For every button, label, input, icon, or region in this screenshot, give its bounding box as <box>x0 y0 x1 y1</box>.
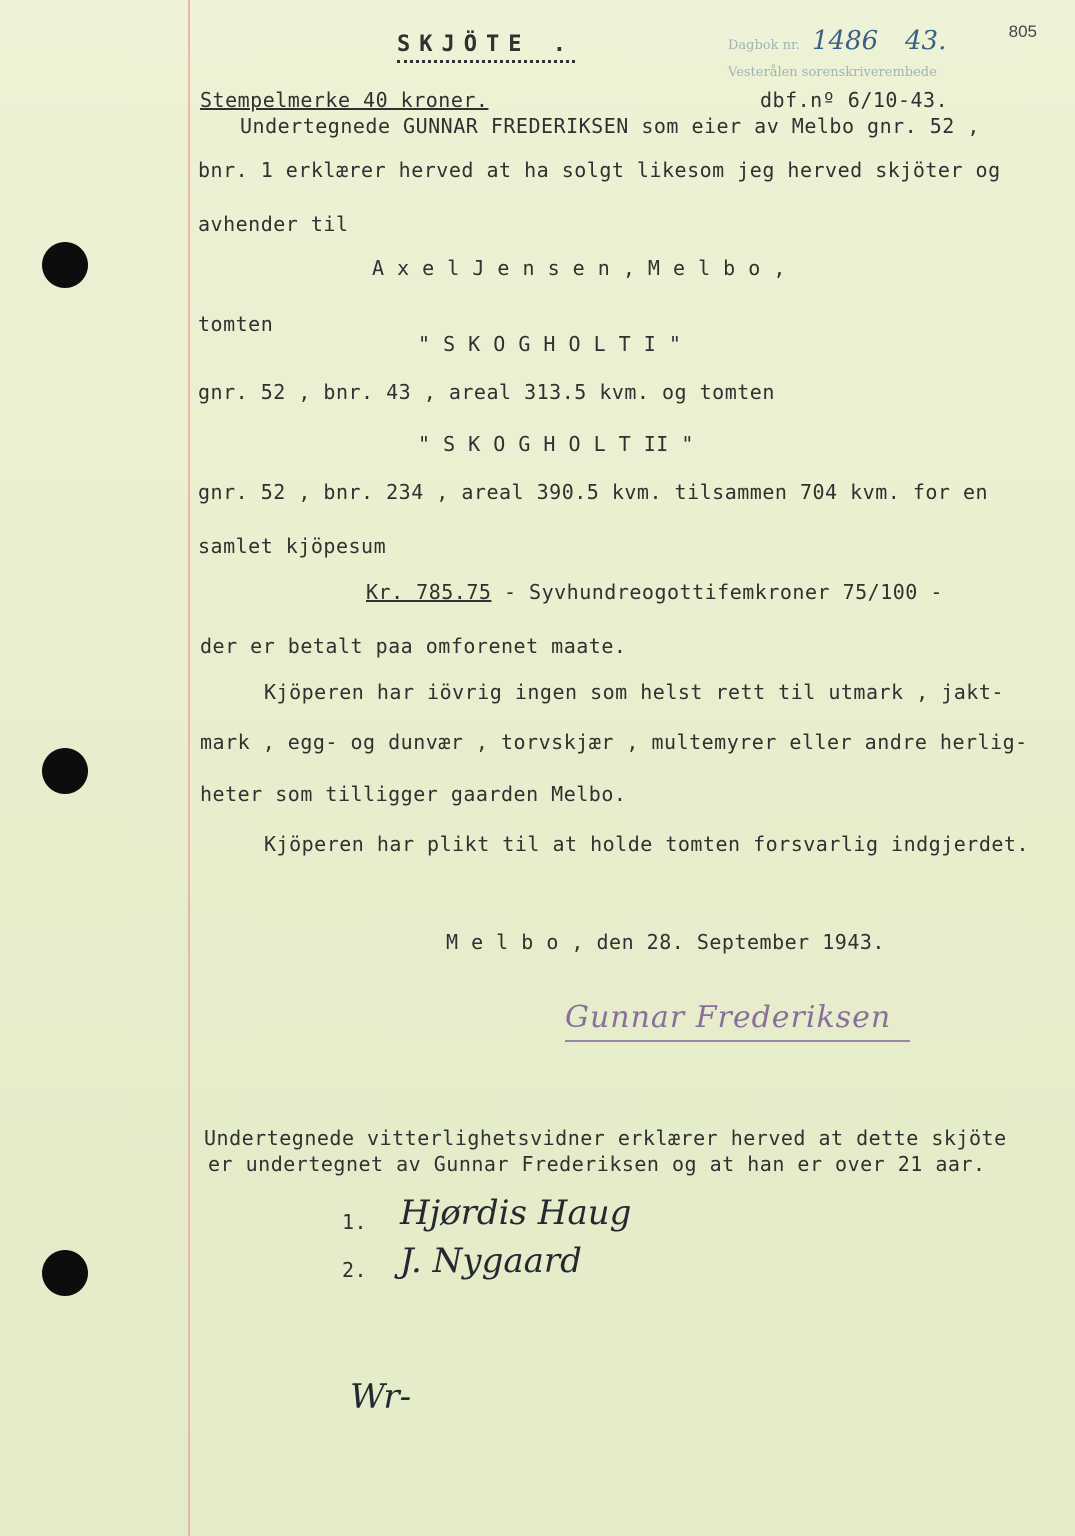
lot-name-2: " S K O G H O L T II " <box>418 432 694 456</box>
body-line-2: bnr. 1 erklærer herved at ha solgt likesom jeg herved skjöter og <box>198 158 1001 182</box>
document-title: SKJÖTE . <box>397 34 575 63</box>
witness-number-1: 1. <box>342 1210 368 1234</box>
purchase-price-amount: Kr. 785.75 <box>366 580 492 604</box>
body-line-16: Kjöperen har plikt til at holde tomten forsvarlig indgjerdet. <box>264 832 1030 856</box>
office-stamp: Vesterålen sorenskriverembede <box>728 65 937 80</box>
dagbok-stamp-label: Dagbok nr. <box>728 38 800 53</box>
stamp-duty: Stempelmerke 40 kroner. <box>200 88 489 112</box>
registrar-initials: Wr- <box>350 1377 412 1417</box>
dagbok-year: 43. <box>905 26 947 56</box>
body-line-9: gnr. 52 , bnr. 234 , areal 390.5 kvm. tilsammen 704 kvm. for en <box>198 480 989 504</box>
binder-hole-top <box>42 242 88 288</box>
dbf-reference: dbf.nº 6/10-43. <box>760 88 949 112</box>
binder-hole-middle <box>42 748 88 794</box>
body-line-15: heter som tilligger gaarden Melbo. <box>200 782 627 806</box>
witness-signature-2: J. Nygaard <box>400 1241 582 1281</box>
witness-line-1: Undertegnede vitterlighetsvidner erklærer herved at dette skjöte <box>204 1126 1007 1150</box>
body-line-14: mark , egg- og dunvær , torvskjær , multemyrer eller andre herlig- <box>200 730 1028 754</box>
lot-name-1: " S K O G H O L T I " <box>418 332 682 356</box>
body-line-13: Kjöperen har iövrig ingen som helst rett til utmark , jakt- <box>264 680 1004 704</box>
body-line-3: avhender til <box>198 212 349 236</box>
body-line-5: tomten <box>198 312 274 336</box>
purchase-price-line <box>366 582 943 602</box>
witness-number-2: 2. <box>342 1258 368 1282</box>
dagbok-number: 1486 <box>812 26 879 56</box>
signature-underline <box>565 1040 910 1042</box>
binder-hole-bottom <box>42 1250 88 1296</box>
seller-signature: Gunnar Frederiksen <box>565 1000 892 1035</box>
witness-signature-1: Hjørdis Haug <box>400 1193 632 1233</box>
body-line-1: Undertegnede GUNNAR FREDERIKSEN som eier av Melbo gnr. 52 , <box>240 114 980 138</box>
body-line-10: samlet kjöpesum <box>198 534 387 558</box>
body-line-7: gnr. 52 , bnr. 43 , areal 313.5 kvm. og tomten <box>198 380 775 404</box>
body-line-12: der er betalt paa omforenet maate. <box>200 634 627 658</box>
witness-line-2: er undertegnet av Gunnar Frederiksen og at han er over 21 aar. <box>208 1152 986 1176</box>
place-date: M e l b o , den 28. September 1943. <box>446 930 885 954</box>
page-number: 805 <box>1008 22 1037 41</box>
margin-rule <box>188 0 190 1536</box>
purchase-price-words: - Syvhundreogottifemkroner 75/100 - <box>491 580 943 604</box>
buyer-name: A x e l J e n s e n , M e l b o , <box>372 256 786 280</box>
